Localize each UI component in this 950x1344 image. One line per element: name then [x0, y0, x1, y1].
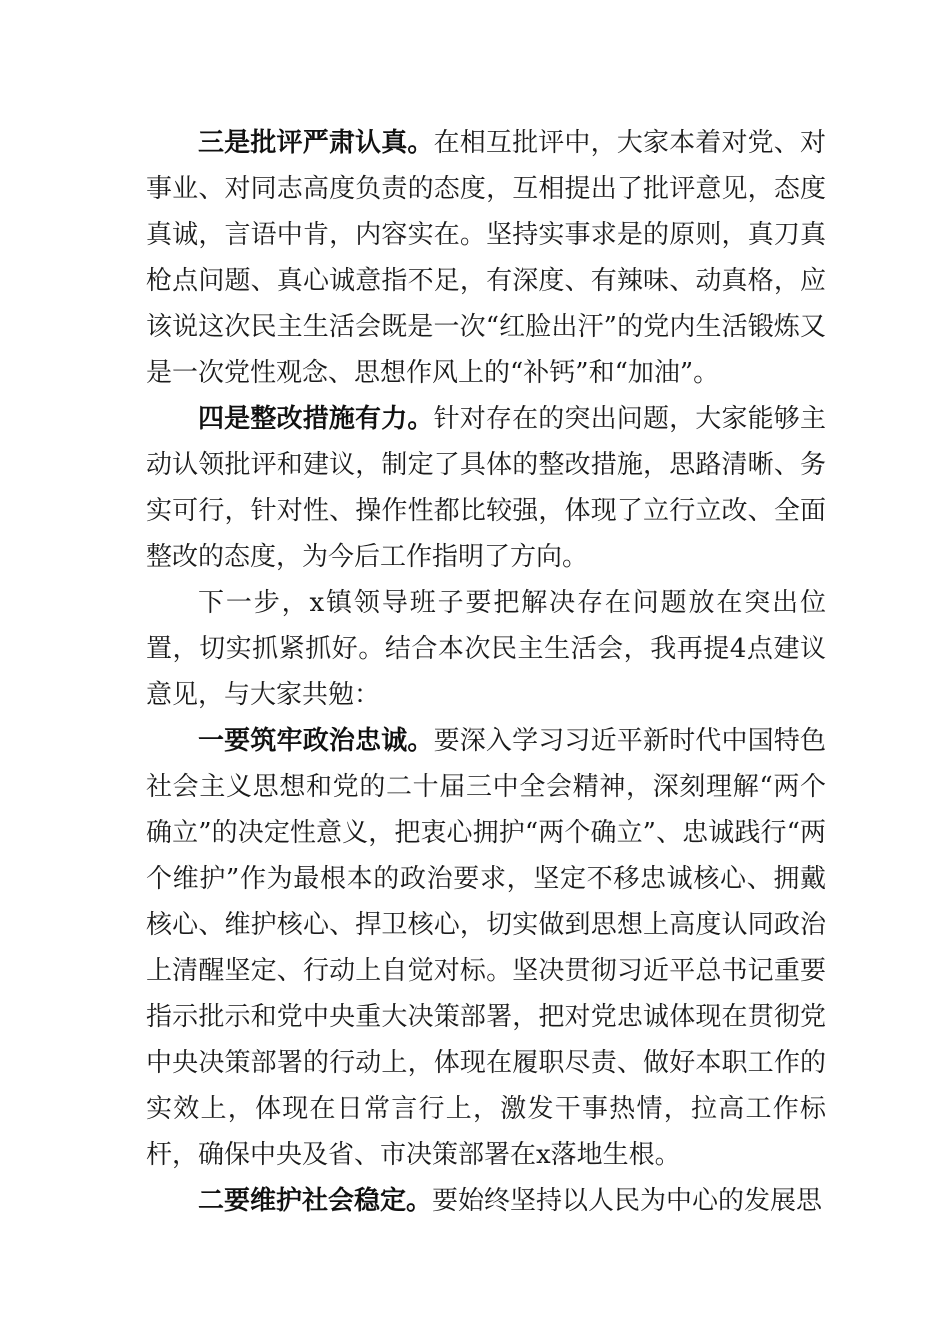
- paragraph-heading: 一要筑牢政治忠诚。: [198, 726, 434, 756]
- paragraph-criticism: [146, 120, 826, 396]
- paragraph-next-step: [146, 580, 826, 718]
- paragraph-political-loyalty: [146, 718, 826, 1178]
- paragraph-heading: 四是整改措施有力。: [198, 404, 434, 434]
- document-body: [146, 120, 826, 1224]
- paragraph-text: 要始终坚持以人民为中心的发展思: [432, 1186, 823, 1216]
- paragraph-heading: 二要维护社会稳定。: [198, 1186, 433, 1216]
- paragraph-text: 要深入学习习近平新时代中国特色社会主义思想和党的二十届三中全会精神，深刻理解“两个确立”的决定性意义，把衷心拥护“两个确立”、忠诚践行“两个维护”作为最根本的政治要求，坚定不移忠诚核心、拥戴核心、维护核心、捍卫核心，切实做到思想上高度认同政治上清醒坚定、行动上自觉对标。坚决贯彻习近平总书记重要指示批示和党中央重大决策部署，把对党忠诚体现在贯彻党中央决策部署的行动上，体现在履职尽责、做好本职工作的实效上，体现在日常言行上，激发干事热情，拉高工作标杆，确保中央及省、市决策部署在x落地生根。: [146, 726, 826, 1170]
- paragraph-rectification: [146, 396, 826, 580]
- paragraph-text: 针对存在的突出问题，大家能够主动认领批评和建议，制定了具体的整改措施，思路清晰、务实可行，针对性、操作性都比较强，体现了立行立改、全面整改的态度，为今后工作指明了方向。: [146, 404, 826, 572]
- paragraph-social-stability: [146, 1178, 826, 1224]
- paragraph-text: 下一步，x镇领导班子要把解决存在问题放在突出位置，切实抓紧抓好。结合本次民主生活会，我再提4点建议意见，与大家共勉：: [146, 588, 826, 710]
- paragraph-text: 在相互批评中，大家本着对党、对事业、对同志高度负责的态度，互相提出了批评意见，态度真诚，言语中肯，内容实在。坚持实事求是的原则，真刀真枪点问题、真心诚意指不足，有深度、有辣味、动真格，应该说这次民主生活会既是一次“红脸出汗”的党内生活锻炼又是一次党性观念、思想作风上的“补钙”和“加油”。: [146, 128, 826, 388]
- paragraph-heading: 三是批评严肃认真。: [198, 128, 434, 158]
